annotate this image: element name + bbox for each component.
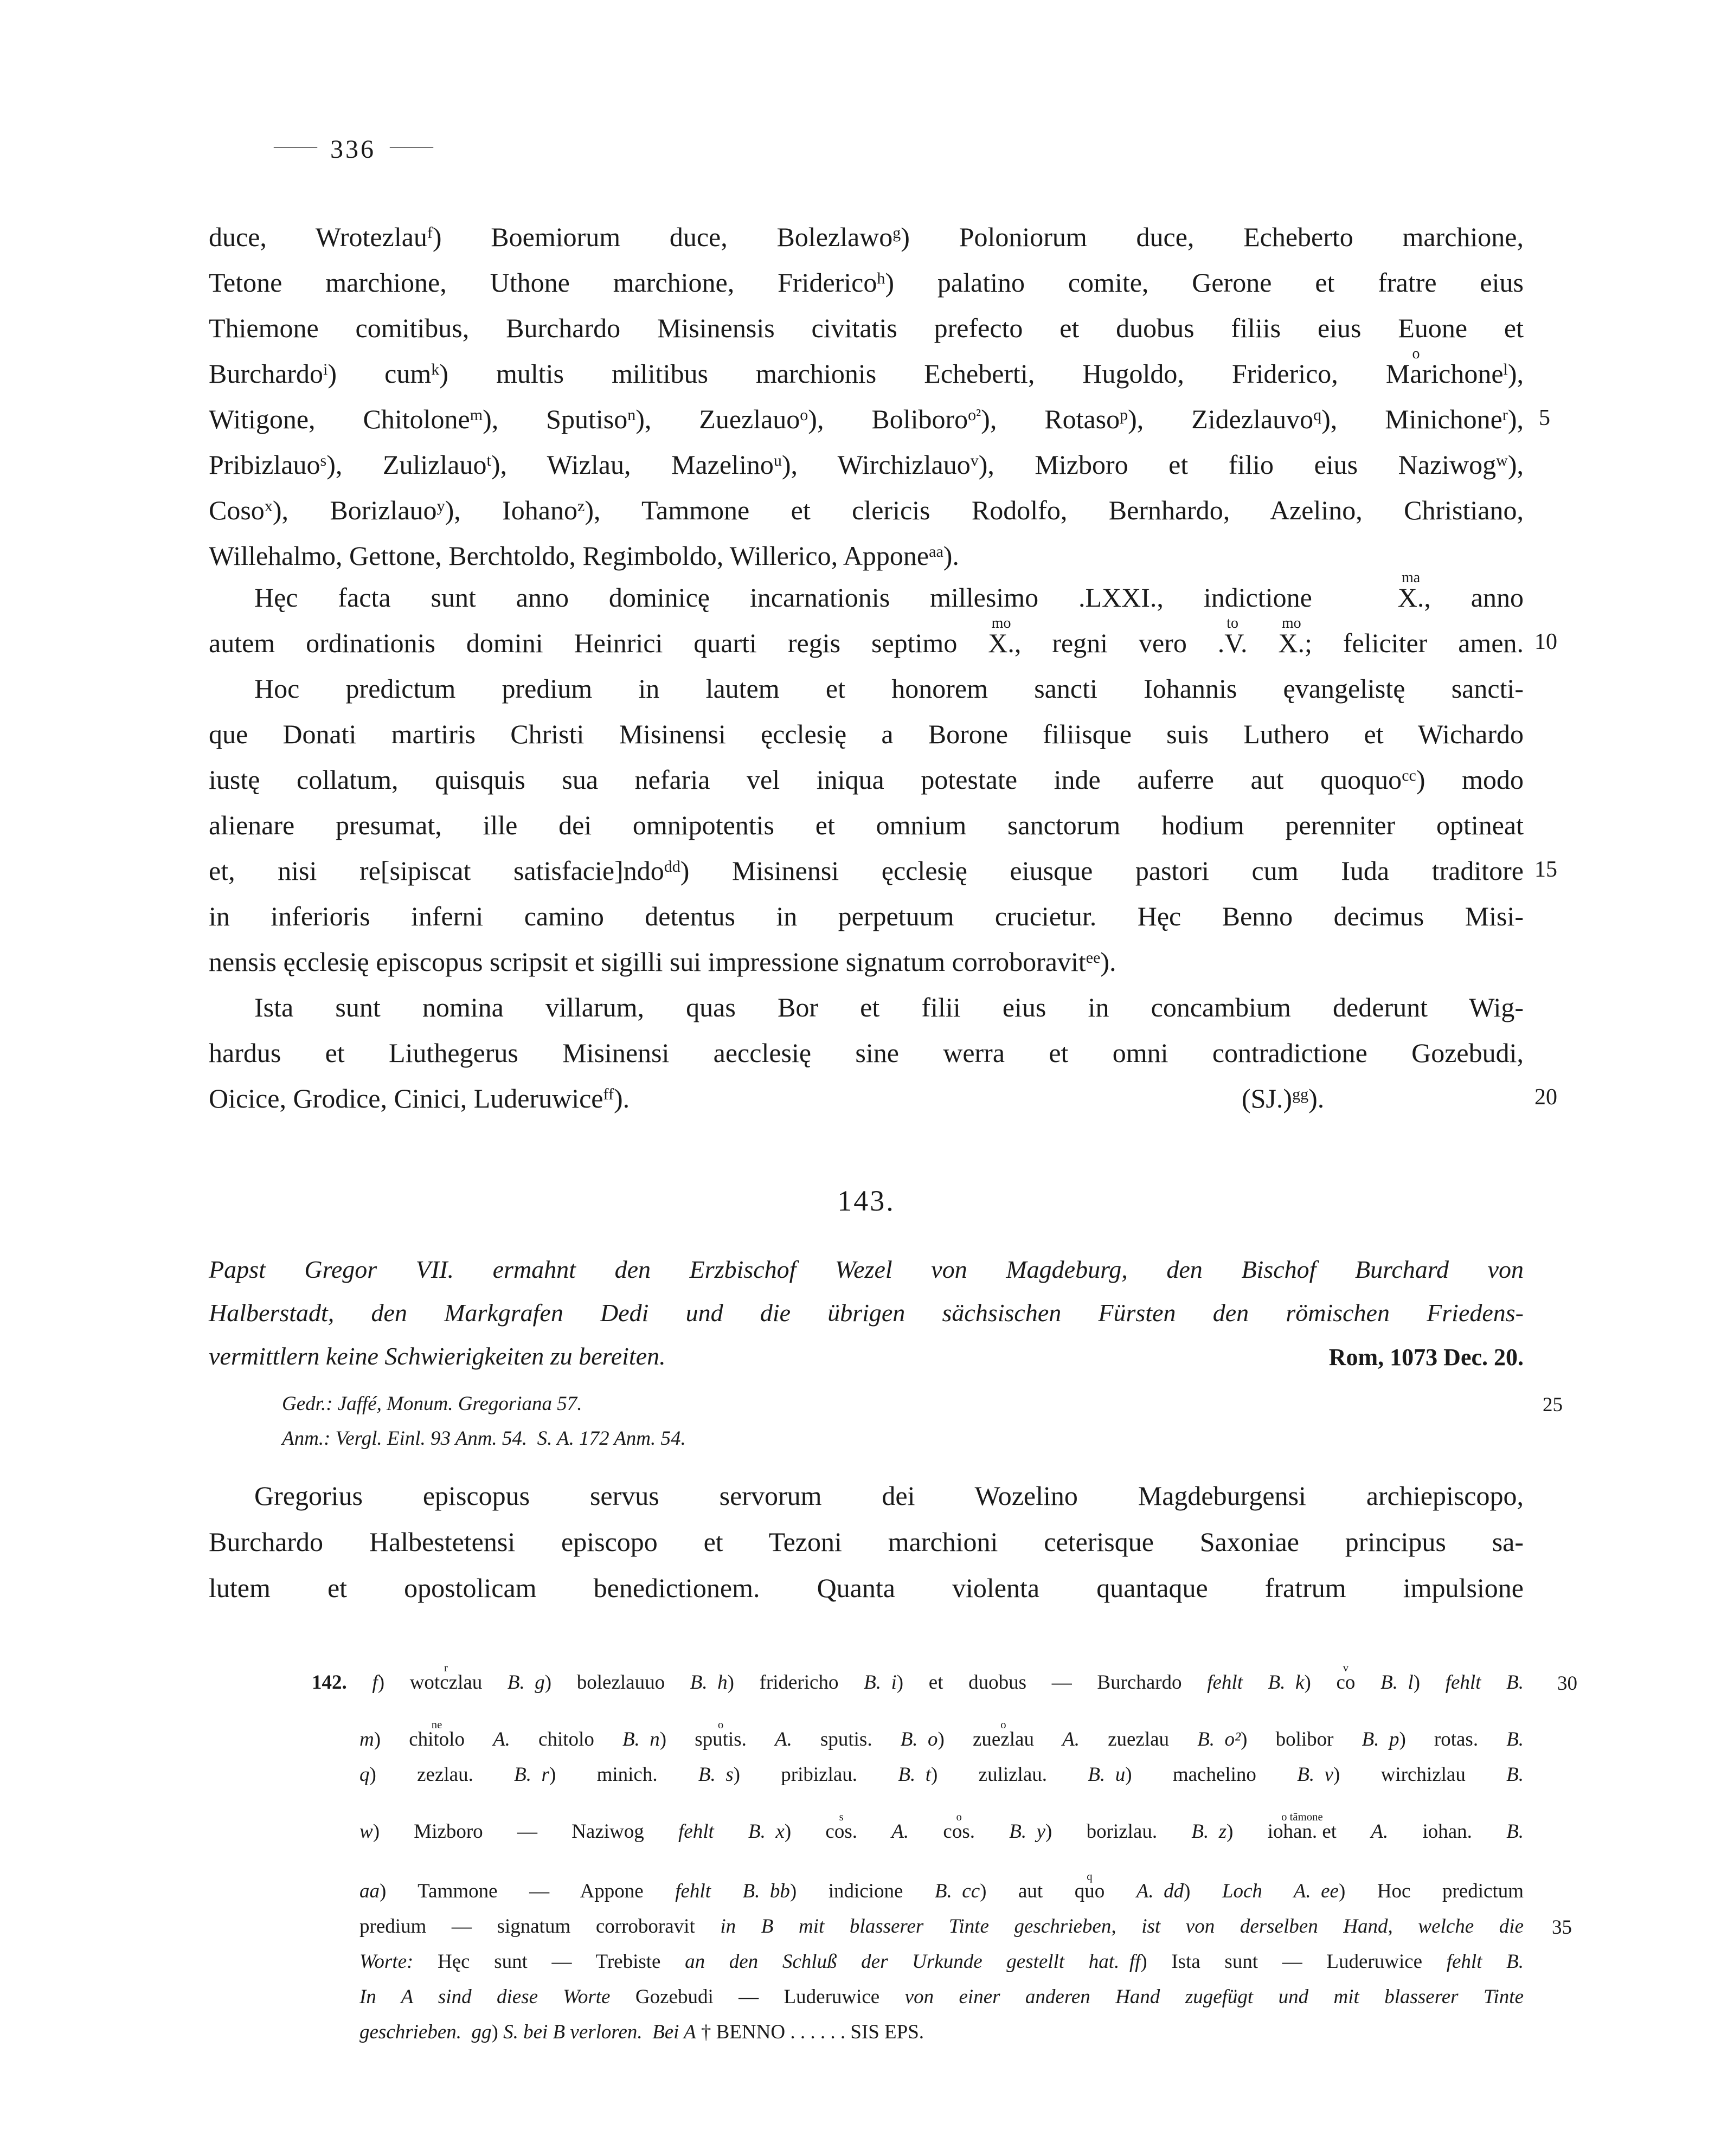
text-line: Tetone marchione, Uthone marchione, Friderico$^h$) palatino comite, Gerone et fratre eius bbox=[209, 267, 1524, 298]
text-line: Willehalmo, Gettone, Berchtoldo, Regimboldo, Willerico, Appone$^{aa}$). bbox=[209, 540, 959, 571]
text-line: in inferioris inferni camino detentus in perpetuum crucietur. Hęc Benno decimus Misi- bbox=[209, 901, 1524, 931]
text-line: et, nisi re[sipiscat satisfacie]ndo$^{dd}$) Misinensi ęcclesię eiusque pastori cum Iuda traditore bbox=[209, 855, 1524, 886]
footnote-line: m) chitolo ne A. chitolo B. n) sputis. o A. sputis. B. o) zuezlau o A. zuezlau B. o²) bolibor B. p) rotas. B. bbox=[359, 1719, 1524, 1750]
header-rule-left: –––––– bbox=[274, 137, 316, 155]
text-line: Ista sunt nomina villarum, quas Bor et filii eius in concambium dederunt Wig- bbox=[254, 992, 1524, 1022]
header-rule-right: –––––– bbox=[390, 137, 432, 155]
document-number-heading: 143. bbox=[837, 1185, 895, 1217]
regest-line: Papst Gregor VII. ermahnt den Erzbischof Wezel von Magdeburg, den Bischof Burchard von bbox=[209, 1256, 1524, 1283]
margin-line-number: 5 bbox=[1539, 406, 1550, 430]
footnote-line: predium — signatum corroboravit in B mit blasserer Tinte geschrieben, ist von derselben Hand, welche die bbox=[359, 1915, 1524, 1938]
footnote-line: In A sind diese Worte Gozebudi — Luderuwice von einer anderen Hand zugefügt und mit blasserer Tinte bbox=[359, 1986, 1524, 2008]
text-line: nensis ęcclesię episcopus scripsit et sigilli sui impressione signatum corroboravit$^{ee}$). bbox=[209, 947, 1116, 977]
text-line: lutem et opostolicam benedictionem. Quanta violenta quantaque fratrum impulsione bbox=[209, 1573, 1524, 1603]
text-line: autem ordinationis domini Heinrici quarti regis septimo X. mo , regni vero .V. to X. mo ; feliciter amen. bbox=[209, 615, 1524, 658]
text-line: Hoc predictum predium in lautem et honorem sancti Iohannis ęvangelistę sancti- bbox=[254, 673, 1524, 704]
margin-line-number: 15 bbox=[1534, 857, 1557, 882]
footnote-ref-number: 142. bbox=[312, 1671, 347, 1694]
text-line: Gregorius episcopus servus servorum dei Wozelino Magdeburgensi archiepiscopo, bbox=[254, 1481, 1524, 1511]
text-line: Burchardo$^i$) cum$^k$) multis militibus marchionis Echeberti, Hugoldo, Friderico, Ma o richone$^l$), bbox=[209, 345, 1524, 389]
seal-note: $(SJ.)^{gg}$). bbox=[1242, 1083, 1325, 1114]
text-line: alienare presumat, ille dei omnipotentis et omnium sanctorum hodium perenniter optineat bbox=[209, 810, 1524, 840]
regest-text: vermittlern keine Schwierigkeiten zu bereiten. bbox=[209, 1342, 666, 1370]
text-line: que Donati martiris Christi Misinensi ęcclesię a Borone filiisque suis Luthero et Wichardo bbox=[209, 719, 1524, 749]
margin-line-number: 35 bbox=[1552, 1916, 1572, 1939]
footnote-line bbox=[312, 1662, 1524, 1722]
reference-printed: Gedr.: Jaffé, Monum. Gregoriana 57. bbox=[282, 1393, 582, 1415]
margin-line-number: 20 bbox=[1534, 1085, 1557, 1110]
page-number: 336 bbox=[330, 135, 376, 164]
footnote-line: w) Mizboro — Naziwog fehlt B. x) cos. s A. cos. o B. y) borizlau. B. z) iohan. et o tāmone A. iohan. B. bbox=[359, 1811, 1524, 1843]
text-line: Burchardo Halbestetensi episcopo et Tezoni marchioni ceterisque Saxoniae principus sa- bbox=[209, 1527, 1524, 1557]
footnote-text: f) wotczlau r B. g) bolezlauuo B. h) fridericho B. i) et duobus — Burchardo fehlt B. k) co v B. l) fehlt B. bbox=[372, 1662, 1524, 1694]
text-line: hardus et Liuthegerus Misinensi aecclesię sine werra et omni contradictione Gozebudi, bbox=[209, 1038, 1524, 1068]
page-header bbox=[274, 134, 432, 164]
footnote-line: q) zezlau. B. r) minich. B. s) pribizlau. B. t) zulizlau. B. u) machelino B. v) wirchizlau B. bbox=[359, 1764, 1524, 1786]
text-line: Thiemone comitibus, Burchardo Misinensis civitatis prefecto et duobus filiis eius Euone et bbox=[209, 313, 1524, 343]
regest-line bbox=[209, 1340, 1524, 1373]
text-line: duce, Wrotezlau$^f$) Boemiorum duce, Bolezlawo$^g$) Poloniorum duce, Echeberto marchione, bbox=[209, 222, 1524, 252]
footnote-line: Worte: Hęc sunt — Trebiste an den Schluß der Urkunde gestellt hat. ff) Ista sunt — Luderuwice fehlt B. bbox=[359, 1951, 1524, 1973]
text-line: iustę collatum, quisquis sua nefaria vel iniqua potestate inde auferre aut quoquo$^{cc}$) modo bbox=[209, 764, 1524, 795]
text-line: Witigone, Chitolone$^m$), Sputiso$^n$), Zuezlauo$^o$), Boliboro$^{o^2}$), Rotaso$^p$), Zidezlauvo$^q$), Minichone$^r$), bbox=[209, 404, 1524, 434]
text-line: Pribizlauo$^s$), Zulizlauo$^t$), Wizlau, Mazelino$^u$), Wirchizlauo$^v$), Mizboro et filio eius Naziwog$^w$), bbox=[209, 449, 1524, 480]
reference-annotation: Anm.: Vergl. Einl. 93 Anm. 54. S. A. 172 Anm. 54. bbox=[282, 1427, 686, 1450]
footnote-line: aa) Tammone — Appone fehlt B. bb) indicione B. cc) aut quo q A. dd) Loch A. ee) Hoc predictum bbox=[359, 1870, 1524, 1902]
regest-line: Halberstadt, den Markgrafen Dedi und die übrigen sächsischen Fürsten den römischen Friedens- bbox=[209, 1299, 1524, 1327]
margin-line-number: 30 bbox=[1557, 1672, 1577, 1695]
charter-date: Rom, 1073 Dec. 20. bbox=[1328, 1344, 1524, 1370]
text-line: Coso$^x$), Borizlauo$^y$), Iohano$^z$), Tammone et clericis Rodolfo, Bernhardo, Azelino, Christiano, bbox=[209, 495, 1524, 525]
footnote-line: geschrieben. gg) S. bei B verloren. Bei A † BENNO . . . . . . SIS EPS. bbox=[359, 2021, 924, 2043]
margin-line-number: 25 bbox=[1543, 1394, 1563, 1416]
text-line: Hęc facta sunt anno dominicę incarnationis millesimo .LXXI., indictione X. ma , anno bbox=[254, 569, 1524, 613]
margin-line-number: 10 bbox=[1534, 629, 1557, 654]
text-line: Oicice, Grodice, Cinici, Luderuwice$^{ff}$). bbox=[209, 1083, 630, 1114]
